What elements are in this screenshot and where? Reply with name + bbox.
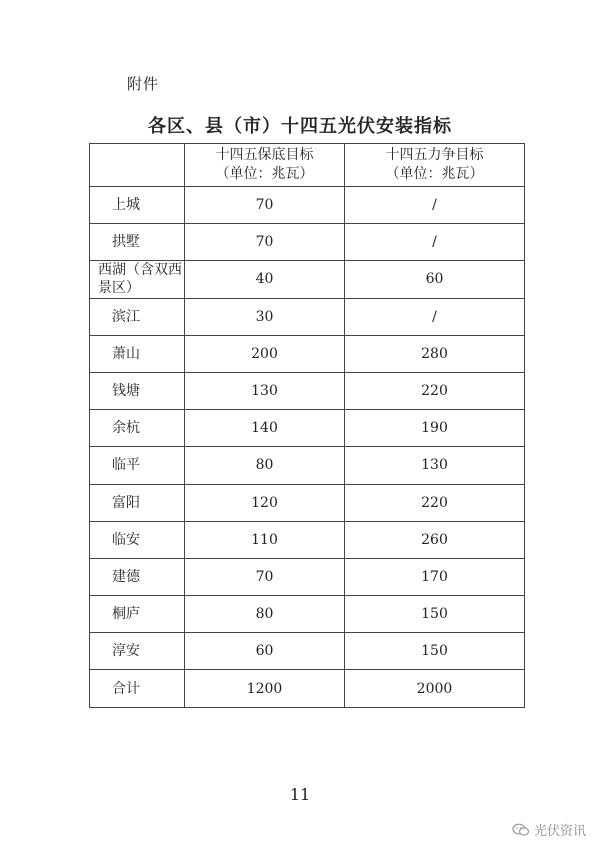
stretch-target-cell: 260 bbox=[345, 521, 525, 558]
region-cell: 上城 bbox=[90, 187, 185, 224]
stretch-target-cell: 60 bbox=[345, 261, 525, 298]
watermark bbox=[512, 820, 586, 839]
table-row bbox=[90, 372, 525, 409]
region-cell: 滨江 bbox=[90, 298, 185, 335]
region-cell: 合计 bbox=[90, 670, 185, 707]
solar-quota-table bbox=[89, 143, 525, 708]
base-target-cell: 70 bbox=[185, 224, 345, 261]
base-target-cell: 30 bbox=[185, 298, 345, 335]
table-row bbox=[90, 447, 525, 484]
stretch-target-cell: 220 bbox=[345, 372, 525, 409]
base-target-cell: 1200 bbox=[185, 670, 345, 707]
base-target-cell: 80 bbox=[185, 447, 345, 484]
region-cell: 钱塘 bbox=[90, 372, 185, 409]
header-row bbox=[90, 144, 525, 187]
stretch-target-cell: 220 bbox=[345, 484, 525, 521]
table-row bbox=[90, 261, 525, 298]
table-header bbox=[90, 144, 525, 187]
base-target-cell: 70 bbox=[185, 187, 345, 224]
region-cell: 临安 bbox=[90, 521, 185, 558]
table-row bbox=[90, 187, 525, 224]
region-cell: 淳安 bbox=[90, 633, 185, 670]
table-row bbox=[90, 596, 525, 633]
table-row bbox=[90, 298, 525, 335]
table-row bbox=[90, 521, 525, 558]
stretch-target-cell: 2000 bbox=[345, 670, 525, 707]
wechat-icon bbox=[512, 823, 530, 837]
table-body bbox=[90, 187, 525, 708]
stretch-target-cell: 190 bbox=[345, 410, 525, 447]
region-cell: 建德 bbox=[90, 558, 185, 595]
attachment-label: 附件 bbox=[127, 75, 160, 93]
stretch-target-cell: / bbox=[345, 187, 525, 224]
header-base-line2: （单位：兆瓦） bbox=[215, 166, 314, 182]
header-stretch-target bbox=[345, 144, 525, 187]
base-target-cell: 110 bbox=[185, 521, 345, 558]
region-cell: 富阳 bbox=[90, 484, 185, 521]
base-target-cell: 40 bbox=[185, 261, 345, 298]
header-base-line1: 十四五保底目标 bbox=[215, 147, 314, 163]
region-cell: 拱墅 bbox=[90, 224, 185, 261]
table-row bbox=[90, 484, 525, 521]
base-target-cell: 200 bbox=[185, 335, 345, 372]
base-target-cell: 80 bbox=[185, 596, 345, 633]
stretch-target-cell: 150 bbox=[345, 633, 525, 670]
header-region-cell bbox=[90, 144, 185, 187]
stretch-target-cell: / bbox=[345, 298, 525, 335]
table-row bbox=[90, 224, 525, 261]
region-cell: 临平 bbox=[90, 447, 185, 484]
table-row bbox=[90, 335, 525, 372]
region-cell: 萧山 bbox=[90, 335, 185, 372]
header-stretch-line2: （单位：兆瓦） bbox=[385, 166, 484, 182]
stretch-target-cell: 170 bbox=[345, 558, 525, 595]
stretch-target-cell: 130 bbox=[345, 447, 525, 484]
base-target-cell: 140 bbox=[185, 410, 345, 447]
table-row bbox=[90, 558, 525, 595]
table-row-total bbox=[90, 670, 525, 707]
base-target-cell: 60 bbox=[185, 633, 345, 670]
watermark-text: 光伏资讯 bbox=[533, 824, 586, 839]
base-target-cell: 130 bbox=[185, 372, 345, 409]
header-stretch-line1: 十四五力争目标 bbox=[385, 147, 484, 163]
document-title: 各区、县（市）十四五光伏安装指标 bbox=[148, 116, 452, 137]
stretch-target-cell: 150 bbox=[345, 596, 525, 633]
region-cell: 桐庐 bbox=[90, 596, 185, 633]
stretch-target-cell: / bbox=[345, 224, 525, 261]
stretch-target-cell: 280 bbox=[345, 335, 525, 372]
region-cell: 西湖（含双西景区） bbox=[90, 261, 185, 298]
region-cell: 余杭 bbox=[90, 410, 185, 447]
base-target-cell: 120 bbox=[185, 484, 345, 521]
table-row bbox=[90, 410, 525, 447]
header-base-target bbox=[185, 144, 345, 187]
page-number: 11 bbox=[289, 785, 311, 804]
base-target-cell: 70 bbox=[185, 558, 345, 595]
table-row bbox=[90, 633, 525, 670]
